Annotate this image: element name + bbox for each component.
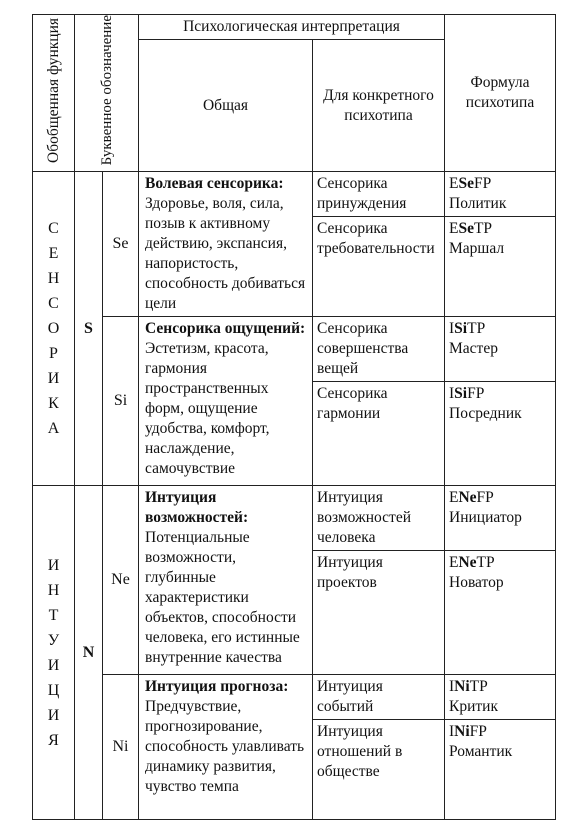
subfunction-desc-ne: Интуиция возможностей: Потенциальные возможности, глубинные характеристики объектов, способности человека, его истинные внутренние качества (139, 486, 313, 675)
header-general: Общая (139, 40, 313, 172)
subfunction-code-se: Se (103, 172, 139, 317)
formula-cell: INiTP Критик (445, 675, 556, 720)
subfunction-code-ne: Ne (103, 486, 139, 675)
table-row (33, 675, 556, 720)
spec-cell: Сенсорика совершенства вещей (313, 317, 445, 382)
function-name-sensorics: С Е Н С О Р И К А (33, 172, 75, 486)
header-formula: Формула психотипа (445, 15, 556, 172)
function-letter-s: S (75, 172, 103, 486)
function-name-intuition: И Н Т У И Ц И Я (33, 486, 75, 820)
spec-cell: Сенсорика требовательности (313, 217, 445, 317)
spec-cell: Интуиция событий (313, 675, 445, 720)
header-function: Обобщенная функция (33, 15, 75, 172)
spec-cell: Сенсорика принуждения (313, 172, 445, 217)
spec-cell: Интуиция проектов (313, 551, 445, 675)
table-row (33, 172, 556, 217)
function-letter-n: N (75, 486, 103, 820)
formula-cell: ENeTP Новатор (445, 551, 556, 675)
subfunction-desc-si: Сенсорика ощущений: Эстетизм, красота, гармония пространственных форм, ощущение удобства, комфорт, наслаждение, самочувствие (139, 317, 313, 486)
formula-cell: ISiFP Посредник (445, 382, 556, 486)
table-row (33, 486, 556, 551)
spec-cell: Сенсорика гармонии (313, 382, 445, 486)
subfunction-desc-ni: Интуиция прогноза: Предчувствие, прогнозирование, способность улавливать динамику развития, чувство темпа (139, 675, 313, 820)
formula-cell: ESeTP Маршал (445, 217, 556, 317)
formula-cell: ISiTP Мастер (445, 317, 556, 382)
subfunction-code-si: Si (103, 317, 139, 486)
spec-cell: Интуиция отношений в обществе (313, 720, 445, 820)
formula-cell: ESeFP Политик (445, 172, 556, 217)
subfunction-code-ni: Ni (103, 675, 139, 820)
psychotype-table (32, 14, 556, 820)
header-interpretation: Психологическая интерпретация (139, 15, 445, 40)
formula-cell: ENeFP Инициатор (445, 486, 556, 551)
header-specific: Для конкретного психотипа (313, 40, 445, 172)
table-row (33, 317, 556, 382)
formula-cell: INiFP Романтик (445, 720, 556, 820)
spec-cell: Интуиция возможностей человека (313, 486, 445, 551)
header-letter: Буквенное обозначение (75, 15, 139, 172)
header-row-1 (33, 15, 556, 40)
subfunction-desc-se: Волевая сенсорика: Здоровье, воля, сила, позыв к активному действию, экспансия, напористость, способность добиваться цели (139, 172, 313, 317)
